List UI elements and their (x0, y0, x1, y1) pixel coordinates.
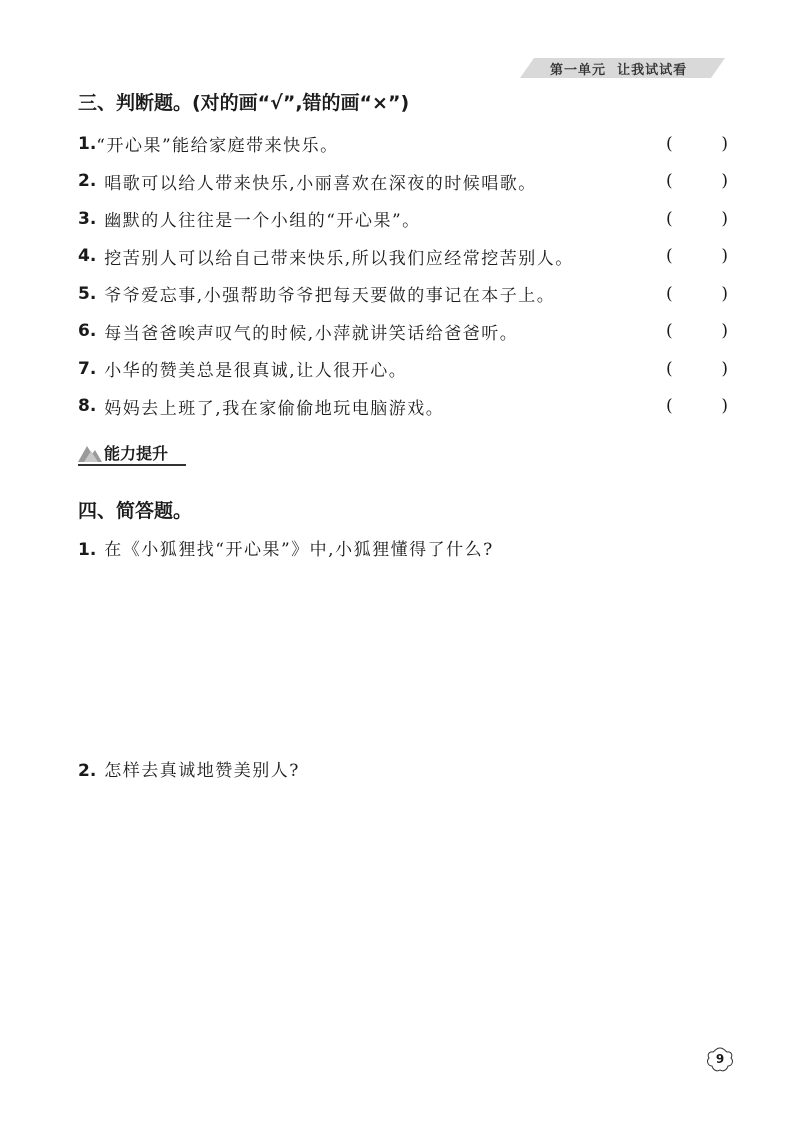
bracket-open: ( (666, 283, 673, 304)
page-number-text: 9 (715, 1052, 725, 1066)
page-number (705, 1046, 735, 1074)
judgement-question-list (78, 125, 728, 425)
question-number: 7. (78, 358, 97, 379)
judgement-question-4 (78, 238, 728, 276)
question-number: 2. (78, 171, 97, 192)
answer-bracket[interactable] (666, 396, 728, 416)
bracket-close: ) (721, 208, 728, 229)
question-number: 1. (78, 540, 97, 560)
judgement-question-3 (78, 200, 728, 238)
question-number: 8. (78, 396, 97, 417)
question-text: “开心果”能给家庭带来快乐。 (96, 136, 339, 157)
bracket-close: ) (721, 321, 728, 342)
ability-banner (78, 440, 188, 466)
bracket-close: ) (721, 133, 728, 154)
ability-underline (78, 464, 186, 466)
question-text: 挖苦别人可以给自己带来快乐,所以我们应经常挖苦别人。 (104, 248, 574, 269)
running-header (550, 59, 700, 77)
question-text: 爷爷爱忘事,小强帮助爷爷把每天要做的事记在本子上。 (104, 286, 556, 307)
judgement-question-7 (78, 350, 728, 388)
judgement-question-1 (78, 125, 728, 163)
judgement-question-2 (78, 163, 728, 201)
mountain-icon (78, 442, 102, 462)
question-text: 怎样去真诚地赞美别人? (104, 761, 300, 781)
answer-bracket[interactable] (666, 359, 728, 379)
answer-bracket[interactable] (666, 321, 728, 341)
bracket-open: ( (666, 171, 673, 192)
judgement-question-5 (78, 275, 728, 313)
ability-label: 能力提升 (104, 444, 169, 463)
bracket-close: ) (721, 283, 728, 304)
section3-title: 三、判断题。(对的画“√”,错的画“×”) (78, 92, 410, 114)
question-text: 小华的赞美总是很真诚,让人很开心。 (104, 361, 408, 382)
bracket-open: ( (666, 246, 673, 267)
header-title: 让我试试看 (617, 63, 688, 78)
bracket-open: ( (666, 208, 673, 229)
header-unit: 第一单元 (550, 63, 607, 78)
bracket-open: ( (666, 358, 673, 379)
bracket-close: ) (721, 358, 728, 379)
judgement-question-8 (78, 388, 728, 426)
bracket-open: ( (666, 133, 673, 154)
question-number: 2. (78, 761, 97, 781)
question-number: 3. (78, 208, 97, 229)
question-number: 4. (78, 246, 97, 267)
answer-bracket[interactable] (666, 246, 728, 266)
question-text: 在《小狐狸找“开心果”》中,小狐狸懂得了什么? (104, 540, 494, 560)
judgement-question-6 (78, 313, 728, 351)
short-answer-question-1 (78, 535, 494, 560)
section4-title: 四、简答题。 (78, 500, 193, 522)
question-text: 妈妈去上班了,我在家偷偷地玩电脑游戏。 (104, 398, 445, 419)
header-right-notch (711, 58, 725, 78)
answer-bracket[interactable] (666, 134, 728, 154)
question-number: 1. (78, 133, 97, 154)
bracket-close: ) (721, 246, 728, 267)
short-answer-question-2 (78, 756, 300, 781)
question-text: 每当爸爸唉声叹气的时候,小萍就讲笑话给爸爸听。 (104, 323, 519, 344)
bracket-open: ( (666, 396, 673, 417)
question-text: 唱歌可以给人带来快乐,小丽喜欢在深夜的时候唱歌。 (104, 173, 537, 194)
answer-bracket[interactable] (666, 284, 728, 304)
answer-bracket[interactable] (666, 209, 728, 229)
bracket-close: ) (721, 396, 728, 417)
question-number: 6. (78, 321, 97, 342)
bracket-close: ) (721, 171, 728, 192)
question-text: 幽默的人往往是一个小组的“开心果”。 (104, 211, 421, 232)
question-number: 5. (78, 283, 97, 304)
header-left-notch (520, 58, 534, 78)
answer-bracket[interactable] (666, 171, 728, 191)
bracket-open: ( (666, 321, 673, 342)
